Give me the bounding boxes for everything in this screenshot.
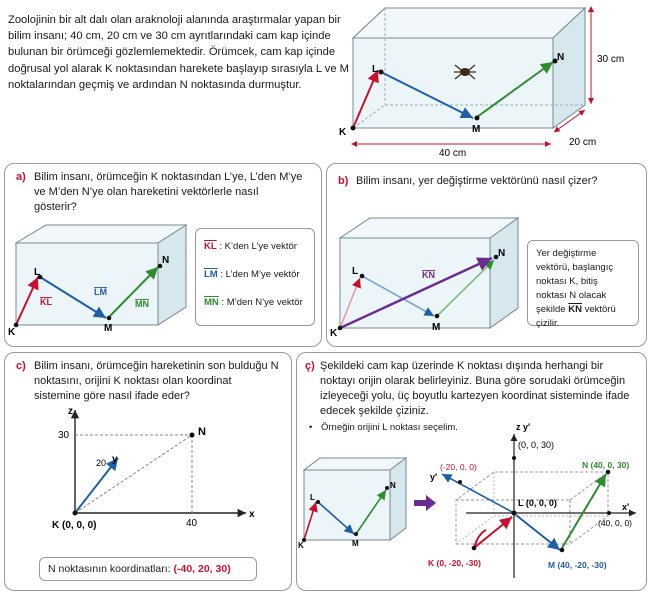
intro-text: Zoolojinin bir alt dalı olan araknoloji alanında araştırmalar yapan bir bilim insanı; 40 cm, 20 cm ve 30 cm ayrıtlarındaki cam kap içinde bulunan bir örümceği gözlemlemektedir. Örümcek, cam kap içinde doğrusal yol alarak K noktasından harekete başlayıp sırasıyla L ve M noktalarından geçmiş ve ardından N noktasında durmuştur.: [8, 14, 349, 91]
b-fig-l: L: [352, 266, 359, 277]
a-fig-m: M: [104, 323, 113, 334]
top-length-label: 40 cm: [439, 148, 467, 159]
panel-b-figure: [330, 208, 526, 340]
panel-a-question: Bilim insanı, örümceğin K noktasından L’ye, L’den M’ye ve M’den N’ye olan hareketini vektörlerle nasıl gösterir?: [34, 171, 303, 213]
example-text: Örneğin orijini L noktası seçelim.: [321, 422, 458, 433]
c2-small-k: K: [298, 541, 304, 550]
c-fig-30: 30: [58, 430, 70, 441]
panel-c2-question: Şekildeki cam kap üzerinde K noktası dışında herhangi bir noktayı orijin olarak belirleyiniz. Buna göre sorudaki örümceğin izleyeceği yolu, üç boyutlu kartezyen koordinat sisteminde ifade edecek şekilde çiziniz.: [320, 360, 630, 417]
c2-xaxis: x': [622, 502, 630, 512]
c2-small-l: L: [310, 493, 315, 502]
a-fig-l: L: [34, 267, 41, 278]
b-fig-k: K: [330, 328, 338, 339]
top-label-m: M: [472, 124, 481, 135]
legend-row-lm: $\overline{LM}$ : L’den M’ye vektör: [204, 269, 300, 280]
b-fig-n: N: [498, 248, 506, 259]
c-fig-40: 40: [186, 518, 198, 529]
panel-b-note: Yer değiştirme vektörü, başlangıç noktası K, bitiş noktası N olacak şekilde $\overline{KN}$ vektörü çizilir.: [527, 240, 639, 326]
c-fig-x: x: [249, 509, 255, 520]
c2-small-m: M: [352, 539, 359, 548]
top-label-k: K: [339, 127, 347, 138]
panel-c-answer: N noktasının koordinatları: (-40, 20, 30): [39, 557, 257, 581]
c-fig-y: y: [112, 454, 118, 465]
c2-zaxis: z y': [516, 422, 531, 432]
example-bullet: •: [309, 422, 313, 433]
top-box-figure: [335, 0, 650, 160]
b-fig-kn: KN: [422, 270, 435, 280]
legend-row-mn: $\overline{MN}$ : M’den N’ye vektör: [204, 297, 303, 308]
top-label-n: N: [557, 52, 565, 63]
panel-a-legend: [195, 228, 315, 326]
panel-b-letter: b): [338, 175, 349, 187]
a-fig-n: N: [162, 255, 170, 266]
a-fig-lm: LM: [94, 287, 107, 297]
a-fig-kl: KL: [40, 297, 52, 307]
panel-a-figure: [8, 215, 198, 340]
a-fig-mn: MN: [135, 299, 149, 309]
c-fig-origin: K (0, 0, 0): [52, 520, 97, 531]
panel-c-figure: [8, 400, 288, 540]
c2-npt: N (40, 0, 30): [582, 460, 630, 470]
b-fig-m: M: [432, 322, 441, 333]
top-label-l: L: [372, 64, 379, 75]
answer-value: (-40, 20, 30): [173, 563, 231, 575]
panel-b-question: Bilim insanı, yer değiştirme vektörünü nasıl çizer?: [356, 175, 598, 187]
panel-c2-letter: ç): [305, 360, 315, 372]
c-fig-n: N: [198, 426, 206, 438]
c2-xpt: (40, 0, 0): [598, 518, 633, 528]
top-height-label: 30 cm: [597, 54, 625, 65]
legend-row-kl: $\overline{KL}$ : K’den L’ye vektör: [204, 241, 297, 252]
c-fig-z: z: [68, 406, 73, 417]
c2-lpt: L (0, 0, 0): [518, 498, 557, 508]
top-depth-label: 20 cm: [569, 137, 597, 148]
panel-c2-small-figure: [298, 450, 414, 554]
c2-kpt: K (0, -20, -30): [428, 558, 481, 568]
c2-mpt: M (40, -20, -30): [548, 560, 607, 570]
panel-c-letter: c): [16, 360, 26, 372]
c-fig-20: 20: [96, 458, 107, 468]
c2-small-n: N: [390, 481, 396, 490]
c2-yaxis: y': [430, 472, 438, 482]
panel-a-letter: a): [16, 171, 26, 183]
a-fig-k: K: [8, 327, 16, 338]
c2-ypt: (-20, 0, 0): [440, 462, 477, 472]
panel-c2-coord-figure: [426, 418, 648, 588]
c2-zpt: (0, 0, 30): [518, 440, 555, 450]
panel-c-question: Bilim insanı, örümceğin hareketinin son bulduğu N noktasını, orijini K noktası olan koordinat sistemine göre nasıl ifade eder?: [34, 360, 279, 402]
